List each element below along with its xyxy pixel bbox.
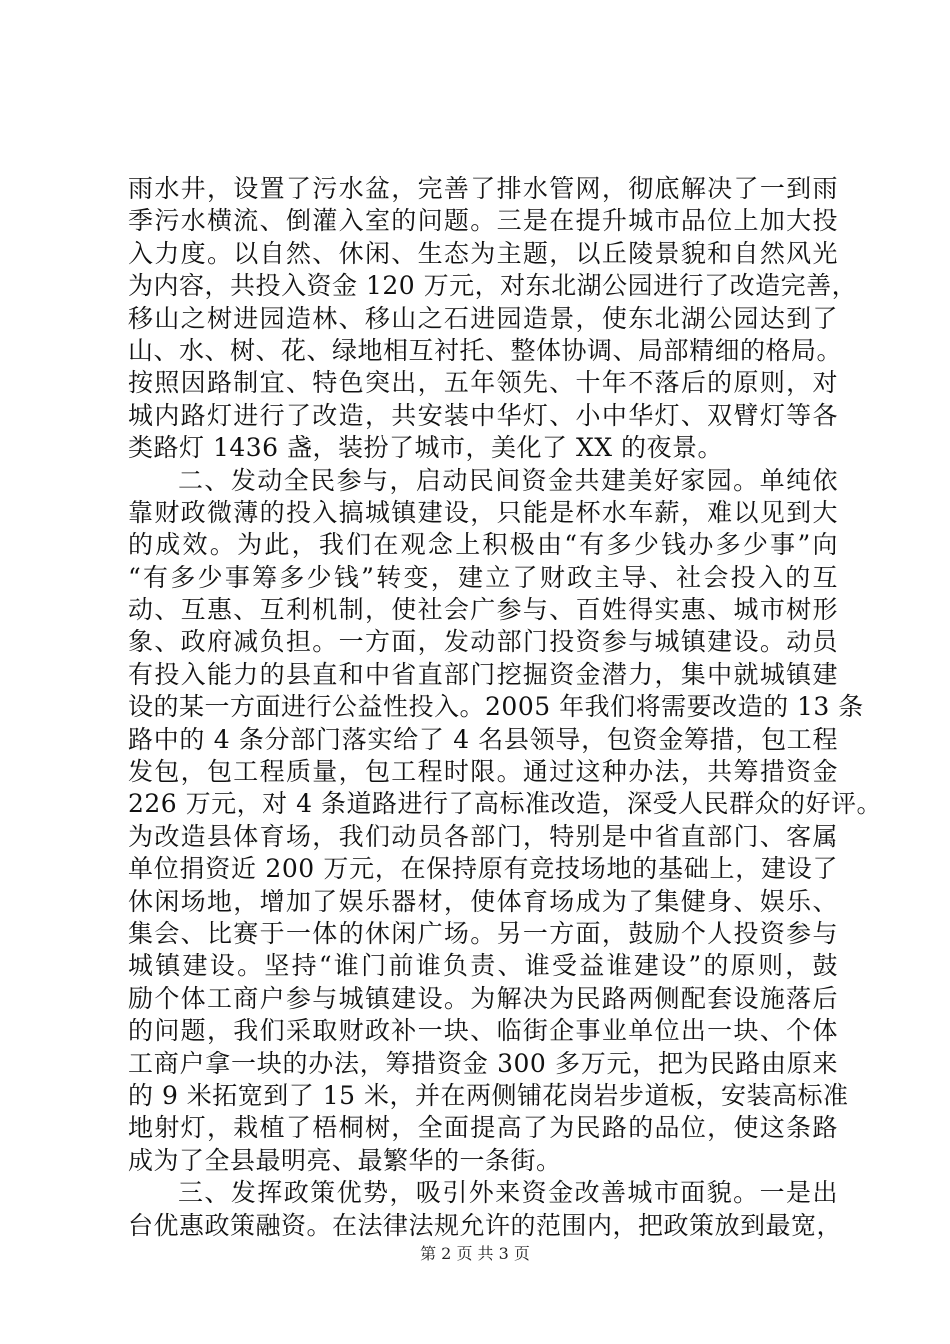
text-line: 按照因路制宜、特色突出，五年领先、十年不落后的原则，对 <box>128 368 838 398</box>
document-body <box>128 173 882 1242</box>
text-line: 类路灯 1436 盏，装扮了城市，美化了 XX 的夜景。 <box>128 433 724 463</box>
text-line: 动、互惠、互利机制，使社会广参与、百姓得实惠、城市树形 <box>128 595 838 625</box>
text-line: 设的某一方面进行公益性投入。2005 年我们将需要改造的 13 条 <box>128 692 864 722</box>
text-line: 226 万元，对 4 条道路进行了高标准改造，深受人民群众的好评。 <box>128 789 882 819</box>
paragraph-first-line: 二、发动全民参与，启动民间资金共建美好家园。单纯依 <box>178 465 838 495</box>
text-line: 雨水井，设置了污水盆，完善了排水管网，彻底解决了一到雨 <box>128 174 838 203</box>
text-line: 集会、比赛于一体的休闲广场。另一方面，鼓励个人投资参与 <box>128 918 838 948</box>
paragraph-first-line: 三、发挥政策优势，吸引外来资金改善城市面貌。一是出 <box>178 1178 838 1208</box>
text-line: 的问题，我们采取财政补一块、临街企事业单位出一块、个体 <box>128 1016 838 1046</box>
text-line: 工商户拿一块的办法，筹措资金 300 多万元，把为民路由原来 <box>128 1048 838 1078</box>
text-line: 移山之树进园造林、移山之石进园造景，使东北湖公园达到了 <box>128 303 838 333</box>
text-line: 有投入能力的县直和中省直部门挖掘资金潜力，集中就城镇建 <box>128 659 838 689</box>
text-line: 靠财政微薄的投入搞城镇建设，只能是杯水车薪，难以见到大 <box>128 497 838 527</box>
text-line: 为改造县体育场，我们动员各部门，特别是中省直部门、客属 <box>128 821 838 851</box>
text-line: 发包，包工程质量，包工程时限。通过这种办法，共筹措资金 <box>128 757 838 787</box>
text-line: 入力度。以自然、休闲、生态为主题，以丘陵景貌和自然风光 <box>128 238 838 268</box>
text-line: 路中的 4 条分部门落实给了 4 名县领导，包资金筹措，包工程 <box>128 724 838 754</box>
text-line: 季污水横流、倒灌入室的问题。三是在提升城市品位上加大投 <box>128 206 838 236</box>
text-line: 山、水、树、花、绿地相互衬托、整体协调、局部精细的格局。 <box>128 335 843 365</box>
text-line: 台优惠政策融资。在法律法规允许的范围内，把政策放到最宽， <box>128 1210 843 1240</box>
text-line: 休闲场地，增加了娱乐器材，使体育场成为了集健身、娱乐、 <box>128 886 838 916</box>
text-line: 地射灯，栽植了梧桐树，全面提高了为民路的品位，使这条路 <box>128 1113 838 1143</box>
text-line: 的成效。为此，我们在观念上积极由“有多少钱办多少事”向 <box>128 530 838 560</box>
text-line: 城镇建设。坚持“谁门前谁负责、谁受益谁建设”的原则，鼓 <box>128 951 838 981</box>
text-line: “有多少事筹多少钱”转变，建立了财政主导、社会投入的互 <box>128 562 838 592</box>
text-line: 的 9 米拓宽到了 15 米，并在两侧铺花岗岩步道板，安装高标准 <box>128 1080 849 1110</box>
page-footer: 第 2 页 共 3 页 <box>420 1244 530 1263</box>
text-line: 象、政府减负担。一方面，发动部门投资参与城镇建设。动员 <box>128 627 838 657</box>
text-line: 城内路灯进行了改造，共安装中华灯、小中华灯、双臂灯等各 <box>128 400 838 430</box>
text-line: 单位捐资近 200 万元，在保持原有竞技场地的基础上，建设了 <box>128 854 838 884</box>
text-line: 成为了全县最明亮、最繁华的一条街。 <box>128 1145 562 1175</box>
text-line: 为内容，共投入资金 120 万元，对东北湖公园进行了改造完善， <box>128 271 858 301</box>
text-line: 励个体工商户参与城镇建设。为解决为民路两侧配套设施落后 <box>128 983 838 1013</box>
